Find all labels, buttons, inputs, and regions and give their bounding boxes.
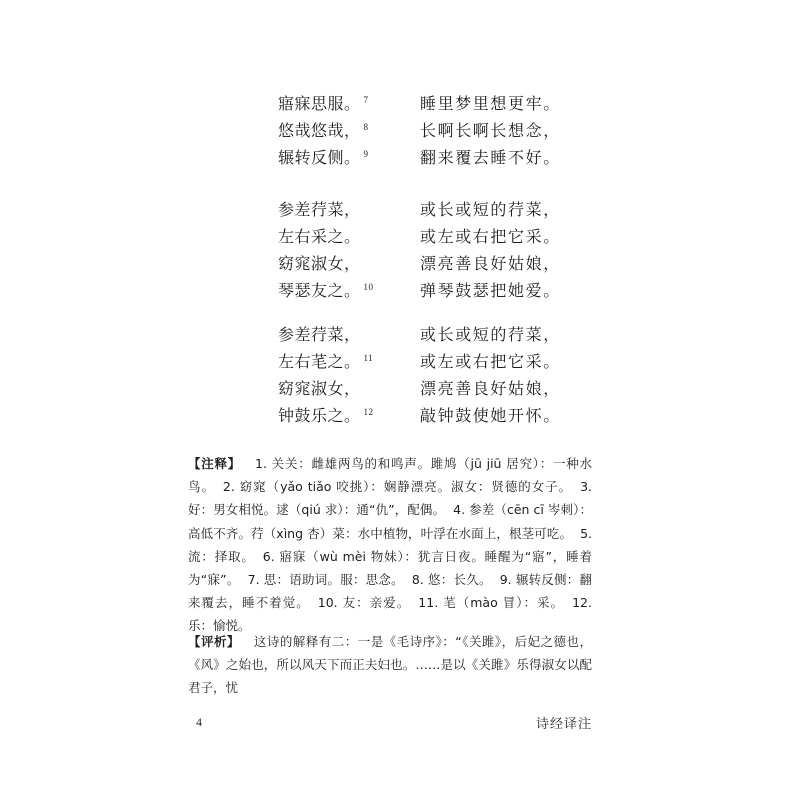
poem-stanza [278,196,598,304]
poem-line [278,196,598,223]
footnote-marker: 8 [363,121,369,132]
running-footer-title: 诗经译注 [535,717,592,732]
poem-translation: 或长或短的荇菜， [420,200,561,219]
annotation-item: 7. 思：语助词。服：思念。 [247,572,404,588]
annotation-item: 8. 悠：长久。 [411,572,492,588]
poem-original [278,402,374,429]
poem-line [278,90,598,117]
poem-line [278,402,598,429]
annotation-item: 2. 窈窕（yǎo tiǎo 咬挑）：娴静漂亮。淑女：贤德的女子。 [222,479,573,495]
poem-line [278,321,598,348]
commentary-label: 【评析】 [188,634,240,649]
poem-original [278,90,369,117]
poem-stanza [278,90,598,171]
poem-line [278,117,598,144]
annotation-item: 1. 关关：雌雄两鸟的和鸣声。雎鸠（jū jiū 居究）：一种水鸟。 [188,456,592,495]
footnote-marker: 9 [363,148,369,159]
original-text: 寤寐思服。 [278,94,361,113]
original-text: 左右芼之。 [278,352,361,371]
original-text: 辗转反侧。 [278,148,361,167]
poem-line [278,277,598,304]
poem-translation: 或长或短的荇菜， [420,325,561,344]
poem-original [278,117,369,144]
annotation-item: 11. 芼（mào 冒）：采。 [418,595,565,611]
annotation-item: 4. 参差（cēn cī 岑刺）：高低不齐。荇（xìng 杏）菜：水中植物，叶浮在水面上，根茎可吃。 [188,502,592,541]
commentary-text: 这诗的解释有二：一是《毛诗序》：“《关雎》，后妃之德也，《风》之始也，所以风天下而正夫妇也。……是以《关雎》乐得淑女以配君子，忧 [188,634,592,696]
annotation-item: 5. 流：择取。 [188,525,592,564]
poem-translation: 睡里梦里想更牢。 [420,94,561,113]
poem-translation: 长啊长啊长想念， [420,121,561,140]
original-text: 钟鼓乐之。 [278,406,361,425]
original-text: 窈窕淑女， [278,254,361,273]
poem-original [278,277,374,304]
poem-stanza [278,321,598,429]
original-text: 窈窕淑女， [278,379,361,398]
poem-translation: 或左或右把它采。 [420,227,561,246]
original-text: 琴瑟友之。 [278,281,361,300]
poem-translation: 翻来覆去睡不好。 [420,148,561,167]
poem-translation: 敲钟鼓使她开怀。 [420,406,561,425]
annotations-section [188,452,592,638]
original-text: 左右采之。 [278,227,361,246]
annotation-item: 3. 好：男女相悦。逑（qiú 求）：通“仇”，配偶。 [188,479,592,518]
page-number: 4 [196,715,202,729]
poem-original [278,144,369,171]
annotation-item: 12. 乐：愉悦。 [188,595,592,634]
original-text: 参差荇菜， [278,200,361,219]
annotation-item: 6. 寤寐（wù mèi 物妹）：犹言日夜。睡醒为“寤”，睡着为“寐”。 [188,548,592,588]
poem-original [278,321,364,348]
poem-original [278,196,364,223]
footnote-marker: 7 [363,94,369,105]
annotations-label: 【注释】 [188,456,242,471]
poem-line [278,250,598,277]
poem-original [278,223,364,250]
poem-original [278,250,364,277]
poem-translation: 弹琴鼓瑟把她爱。 [420,281,561,300]
poem-line [278,144,598,171]
commentary-section [188,630,592,700]
poem-line [278,375,598,402]
poem-translation: 或左或右把它采。 [420,352,561,371]
original-text: 悠哉悠哉， [278,121,361,140]
annotation-item: 9. 辗转反侧：翻来覆去，睡不着觉。 [188,572,593,611]
footnote-marker: 10 [363,281,374,292]
poem-line [278,223,598,250]
original-text: 参差荇菜， [278,325,361,344]
footnote-marker: 11 [363,352,374,363]
annotation-item: 10. 友：亲爱。 [317,595,411,611]
poem-translation: 漂亮善良好姑娘， [420,254,561,273]
poem-translation: 漂亮善良好姑娘， [420,379,561,398]
poem-original [278,375,364,402]
poem-original [278,348,373,375]
poem-line [278,348,598,375]
footnote-marker: 12 [363,406,374,417]
